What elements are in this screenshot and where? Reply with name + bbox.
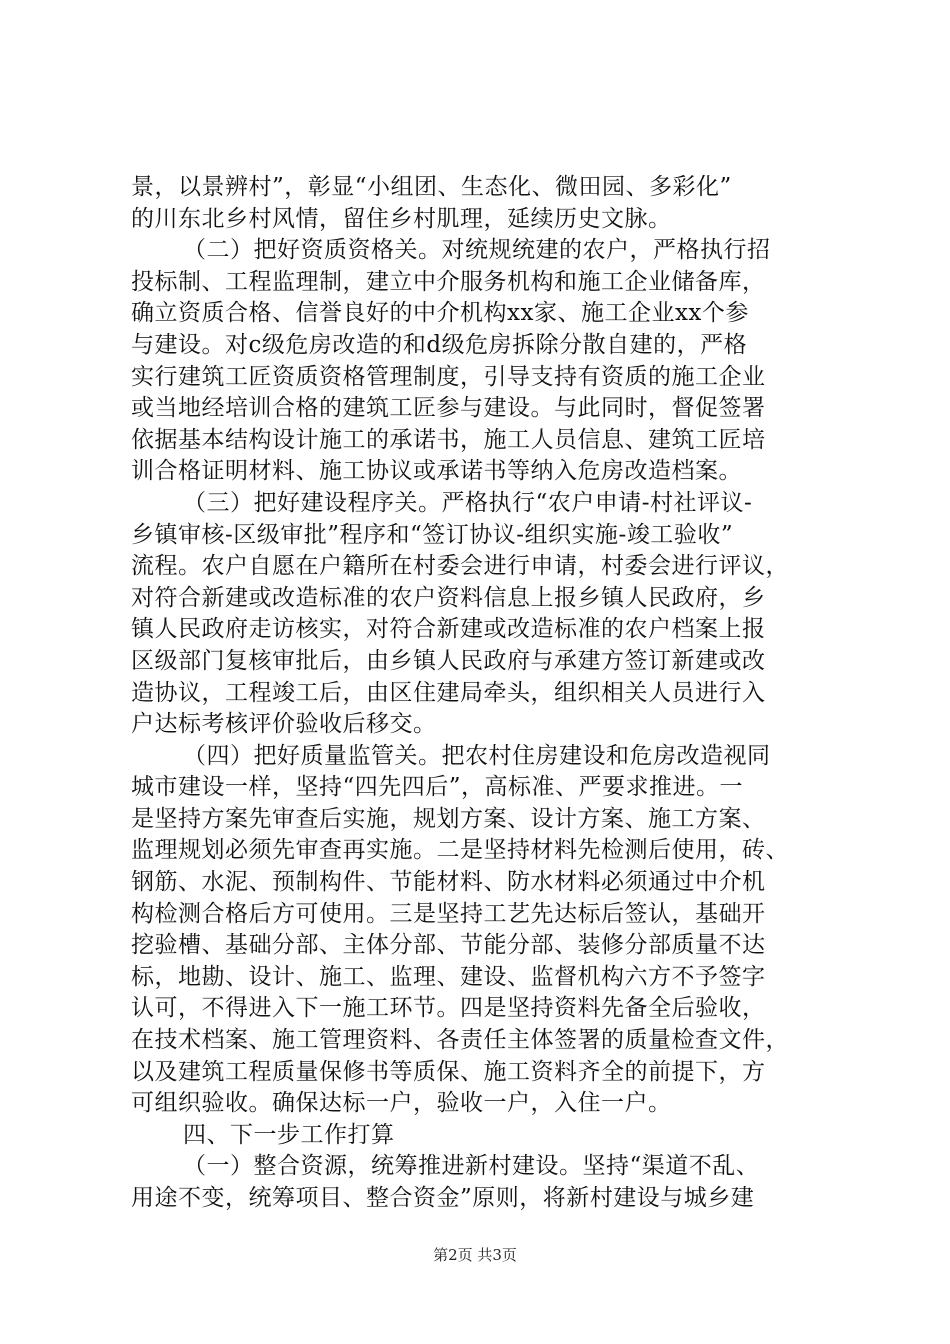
document-body: [131, 172, 831, 1215]
text-line: 造协议，工程竣工后，由区住建局牵头，组织相关人员进行入: [131, 679, 766, 706]
text-line: 在技术档案、施工管理资料、各责任主体签署的质量检查文件，: [131, 1027, 789, 1054]
text-line: 城市建设一样，坚持“四先四后”，高标准、严要求推进。一: [131, 774, 744, 801]
text-line: （三）把好建设程序关。严格执行“农户申请-村社评议-: [183, 489, 753, 516]
text-line: 实行建筑工匠资质资格管理制度，引导支持有资质的施工企业: [131, 363, 766, 390]
text-line: 用途不变，统筹项目、整合资金”原则，将新村建设与城乡建: [131, 1185, 755, 1211]
text-line: 区级部门复核审批后，由乡镇人民政府与承建方签订新建或改: [131, 647, 766, 674]
text-line: 以及建筑工程质量保修书等质保、施工资料齐全的前提下，方: [131, 1058, 766, 1085]
text-line: 镇人民政府走访核实，对符合新建或改造标准的农户档案上报: [131, 616, 766, 643]
text-line: 流程。农户自愿在户籍所在村委会进行申请，村委会进行评议，: [131, 553, 789, 580]
text-line: （一）整合资源，统筹推进新村建设。坚持“渠道不乱、: [183, 1153, 760, 1180]
text-line: 投标制、工程监理制，建立中介服务机构和施工企业储备库，: [131, 268, 766, 295]
text-line: 标，地勘、设计、施工、监理、建设、监督机构六方不予签字: [131, 963, 766, 990]
text-line: 确立资质合格、信誉良好的中介机构xx家、施工企业xx个参: [131, 300, 749, 327]
text-line: 依据基本结构设计施工的承诺书，施工人员信息、建筑工匠培: [131, 426, 766, 453]
text-line: 监理规划必须先审查再实施。二是坚持材料先检测后使用，砖、: [131, 837, 789, 864]
text-line: 是坚持方案先审查后实施，规划方案、设计方案、施工方案、: [131, 805, 766, 832]
text-line: 与建设。对c级危房改造的和d级危房拆除分散自建的，严格: [131, 331, 748, 358]
text-line: 景，以景辨村”，彰显“小组团、生态化、微田园、多彩化”: [131, 174, 732, 200]
text-line: 乡镇审核-区级审批”程序和“签订协议-组织实施-竣工验收”: [131, 521, 734, 548]
text-line: 构检测合格后方可使用。三是坚持工艺先达标后签认，基础开: [131, 900, 766, 927]
text-line: 可组织验收。确保达标一户，验收一户，入住一户。: [131, 1090, 672, 1117]
text-line: 挖验槽、基础分部、主体分部、节能分部、装修分部质量不达: [131, 932, 766, 959]
text-line: 训合格证明材料、施工协议或承诺书等纳入危房改造档案。: [131, 458, 742, 485]
text-line: （四）把好质量监管关。把农村住房建设和危房改造视同: [183, 742, 771, 769]
text-line: （二）把好资质资格关。对统规统建的农户，严格执行招: [183, 237, 771, 264]
text-line: 的川东北乡村风情，留住乡村肌理，延续历史文脉。: [131, 205, 672, 232]
page-footer: 第2页 共3页: [433, 1246, 517, 1264]
text-line: 钢筋、水泥、预制构件、节能材料、防水材料必须通过中介机: [131, 869, 766, 896]
text-line: 对符合新建或改造标准的农户资料信息上报乡镇人民政府，乡: [131, 584, 766, 611]
text-line: 认可，不得进入下一施工环节。四是坚持资料先备全后验收，: [131, 995, 766, 1022]
text-line: 户达标考核评价验收后移交。: [131, 711, 437, 738]
text-line: 四、下一步工作打算: [183, 1121, 395, 1148]
text-line: 或当地经培训合格的建筑工匠参与建设。与此同时，督促签署: [131, 395, 766, 422]
